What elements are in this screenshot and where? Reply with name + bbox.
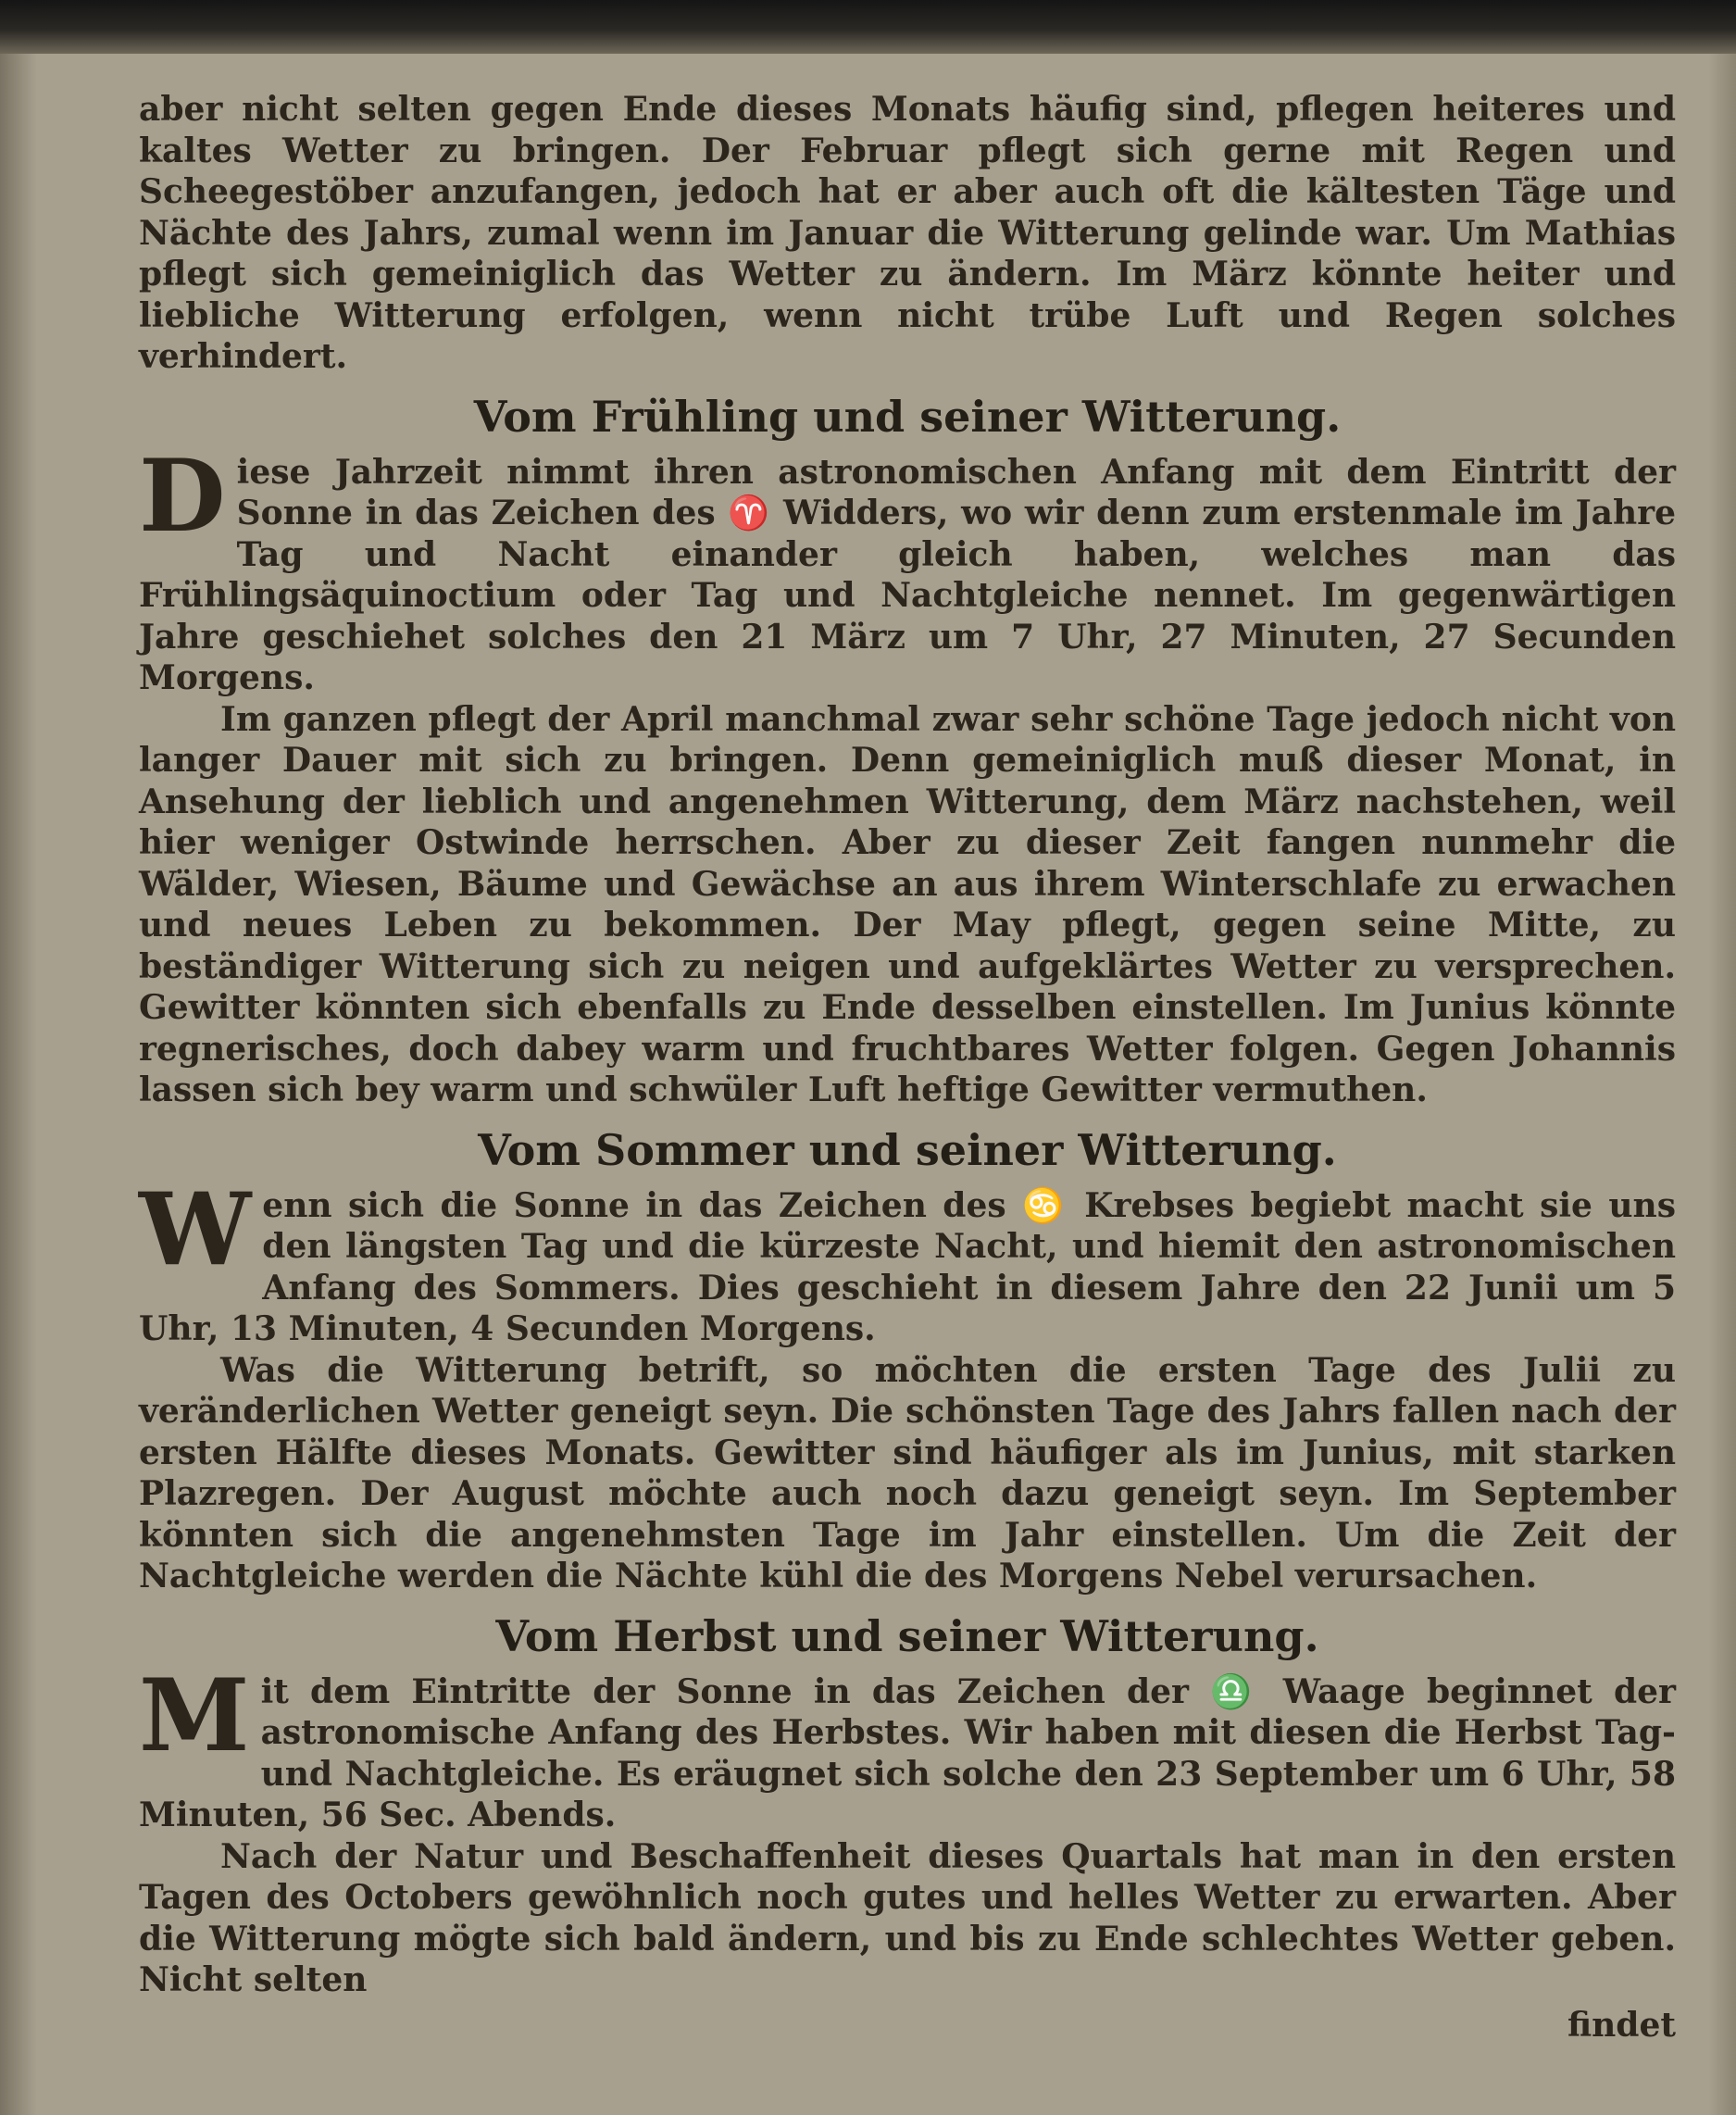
autumn-paragraph-2: Nach der Natur und Beschaffenheit dieses Quartals hat man in den ersten Tagen des Octobers gewöhnlich noch gutes und helles Wetter zu erwarten. Aber die Witterung mögte sich bald ändern, und bis zu Ende schlechtes Wetter geben. Nicht selten: [139, 1836, 1676, 1999]
spring-paragraph-1: Diese Jahrzeit nimmt ihren astronomischen Anfang mit dem Eintritt der Sonne in das Zeichen des ♈ Widders, wo wir denn zum erstenmale im Jahre Tag und Nacht einander gleich haben, welches man das Frühlingsäquinoctium oder Tag und Nachtgleiche nennet. Im gegenwärtigen Jahre geschiehet solches den 21 März um 7 Uhr, 27 Minuten, 27 Secunden Morgens.: [139, 437, 1676, 697]
autumn-paragraph-1: Mit dem Eintritte der Sonne in das Zeichen der ♎ Waage beginnet der astronomische Anfang des Herbstes. Wir haben mit diesen die Herbst Tag- und Nachtgleiche. Es eräugnet sich solche den 23 September um 6 Uhr, 58 Minuten, 56 Sec. Abends.: [139, 1657, 1676, 1834]
summer-paragraph-1: Wenn sich die Sonne in das Zeichen des ♋ Krebses begiebt macht sie uns den längsten Tag und die kürzeste Nacht, und hiemit den astronomischen Anfang des Sommers. Dies geschieht in diesem Jahre den 22 Junii um 5 Uhr, 13 Minuten, 4 Secunden Morgens.: [139, 1170, 1676, 1348]
spring-paragraph-2: Im ganzen pflegt der April manchmal zwar sehr schöne Tage jedoch nicht von langer Dauer mit sich zu bringen. Denn gemeiniglich muß dieser Monat, in Ansehung der lieblich und angenehmen Witterung, dem März nachstehen, weil hier weniger Ostwinde herrschen. Aber zu dieser Zeit fangen nunmehr die Wälder, Wiesen, Bäume und Gewächse an aus ihrem Winterschlafe zu erwachen und neues Leben zu bekommen. Der May pflegt, gegen seine Mitte, zu beständiger Witterung sich zu neigen und aufgeklärtes Wetter zu versprechen. Gewitter könnten sich ebenfalls zu Ende desselben einstellen. Im Junius könnte regnerisches, doch dabey warm und fruchtbares Wetter folgen. Gegen Johannis lassen sich bey warm und schwüler Luft heftige Gewitter vermuthen.: [139, 699, 1676, 1109]
catchword: findet: [1567, 2005, 1676, 2045]
intro-paragraph: aber nicht selten gegen Ende dieses Monats häufig sind, pflegen heiteres und kaltes Wetter zu bringen. Der Februar pflegt sich gerne mit Regen und Scheegestöber anzufangen, jedoch hat er aber auch oft die kältesten Täge und Nächte des Jahrs, zumal wenn im Januar die Witterung gelinde war. Um Mathias pflegt sich gemeiniglich das Wetter zu ändern. Im März könnte heiter und liebliche Witterung erfolgen, wenn nicht trübe Luft und Regen solches verhindert.: [139, 90, 1676, 376]
page-text: [139, 89, 1676, 2046]
section-heading-spring: Vom Frühling und seiner Witterung.: [473, 391, 1342, 442]
section-heading-summer: Vom Sommer und seiner Witterung.: [478, 1124, 1337, 1175]
summer-paragraph-2: Was die Witterung betrift, so möchten die ersten Tage des Julii zu veränderlichen Wetter geneigt seyn. Die schönsten Tage des Jahrs fallen nach der ersten Hälfte dieses Monats. Gewitter sind häufiger als im Junius, mit starken Plazregen. Der August möchte auch noch dazu geneigt seyn. Im September könnten sich die angenehmsten Tage im Jahr einstellen. Um die Zeit der Nachtgleiche werden die Nächte kühl die des Morgens Nebel verursachen.: [139, 1350, 1676, 1596]
page-left-shadow: [0, 54, 37, 2115]
page-top-edge: [0, 0, 1736, 54]
section-heading-autumn: Vom Herbst und seiner Witterung.: [495, 1610, 1319, 1661]
page-right-shadow: [1708, 54, 1736, 2115]
